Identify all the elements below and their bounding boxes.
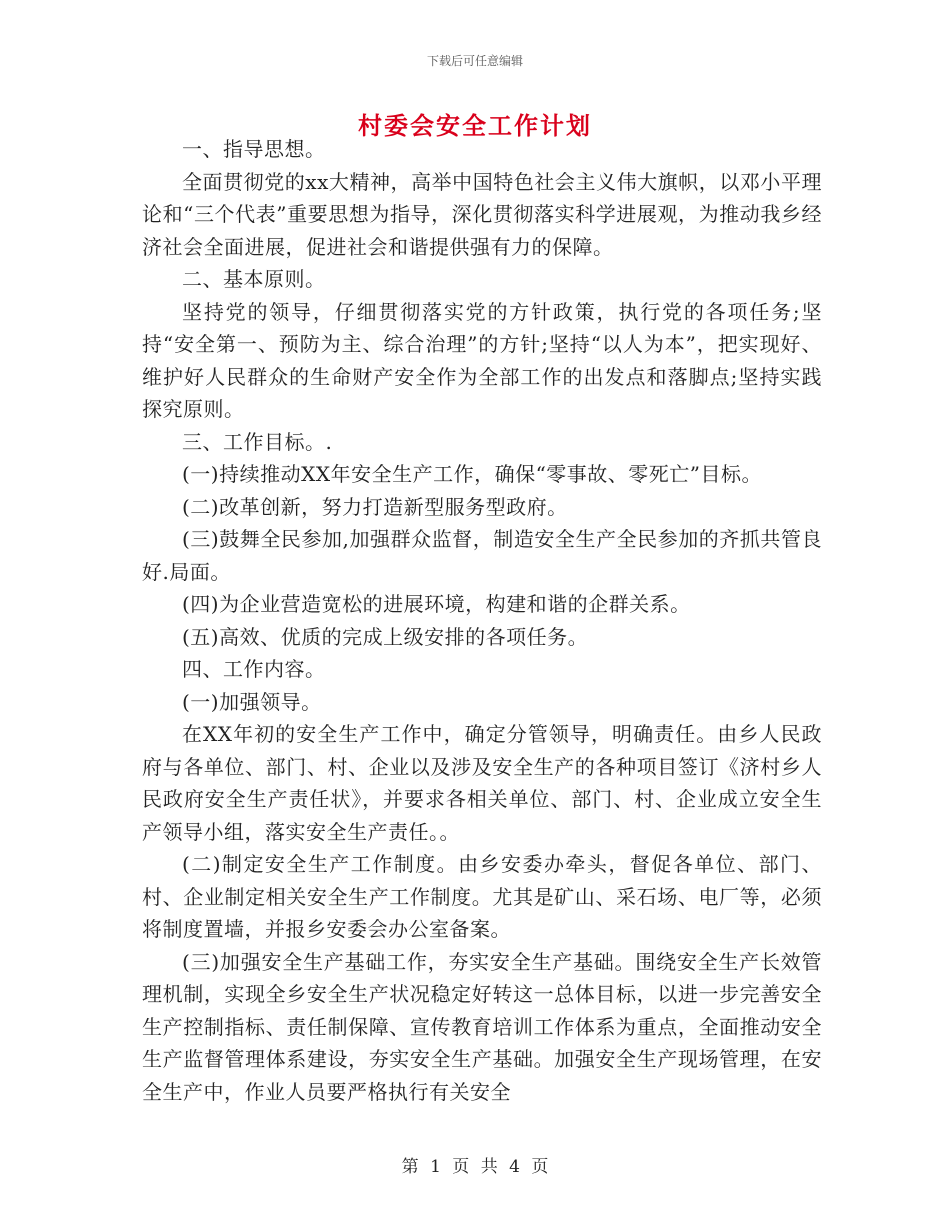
body-paragraph: (二)制定安全生产工作制度。由乡安委办牵头，督促各单位、部门、村、企业制定相关安全生产工作制度。尤其是矿山、采石场、电厂等，必须将制度置墙，并报乡安委会办公室备案。 [142,852,822,941]
section-heading: 一、指导思想。 [182,137,326,161]
document-title: 村委会安全工作计划 [358,111,592,140]
section-heading: 四、工作内容。 [182,657,326,681]
body-paragraph: 全面贯彻党的xx大精神，高举中国特色社会主义伟大旗帜，以邓小平理论和“三个代表”重要思想为指导，深化贯彻落实科学进展观，为推动我乡经济社会全面进展，促进社会和谐提供强有力的保障。 [142,169,822,259]
list-item: (三)鼓舞全民参加,加强群众监督，制造安全生产全民参加的齐抓共管良好.局面。 [142,527,822,584]
body-paragraph: 坚持党的领导，仔细贯彻落实党的方针政策，执行党的各项任务;坚持“安全第一、预防为主、综合治理”的方针;坚持“以人为本”，把实现好、维护好人民群众的生命财产安全作为全部工作的出发点和落脚点;坚持实践探究原则。 [142,299,822,421]
document-body [142,133,822,1108]
subsection-heading: (一)加强领导。 [182,689,322,714]
body-paragraph: 在XX年初的安全生产工作中，确定分管领导，明确责任。由乡人民政府与各单位、部门、村、企业以及涉及安全生产的各种项目签订《济村乡人民政府安全生产责任状》，并要求各相关单位、部门、村、企业成立安全生产领导小组，落实安全生产责任。。 [142,722,822,844]
body-paragraph: (三)加强安全生产基础工作，夯实安全生产基础。围绕安全生产长效管理机制，实现全乡安全生产状况稳定好转这一总体目标，以进一步完善安全生产控制指标、责任制保障、宣传教育培训工作体系为重点，全面推动安全生产监督管理体系建设，夯实安全生产基础。加强安全生产现场管理，在安全生产中，作业人员要严格执行有关安全 [142,949,822,1104]
list-item: (四)为企业营造宽松的进展环境，构建和谐的企群关系。 [182,592,691,616]
section-heading: 二、基本原则。 [182,267,326,291]
header-note: 下载后可任意编辑 [426,54,523,68]
list-item: (五)高效、优质的完成上级安排的各项任务。 [182,624,589,649]
page-footer: 第 1 页 共 4 页 [401,1157,549,1177]
list-item: (二)改革创新，努力打造新型服务型政府。 [182,494,568,519]
section-heading: 三、工作目标。. [182,429,333,454]
list-item: (一)持续推动XX年安全生产工作，确保“零事故、零死亡”目标。 [182,462,763,486]
